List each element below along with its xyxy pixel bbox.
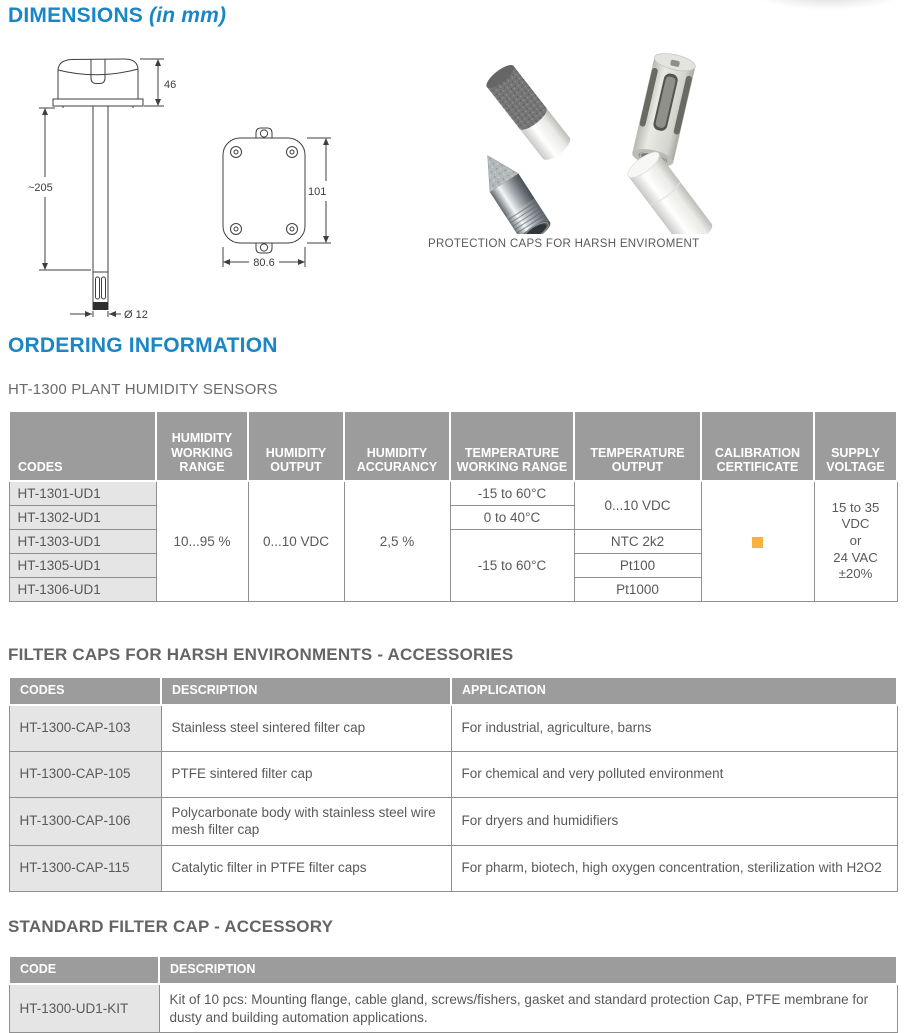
code-cell: HT-1306-UD1 — [9, 577, 156, 601]
temperature-output-cell: 0...10 VDC — [574, 481, 701, 529]
calibration-certificate-cell — [701, 481, 814, 601]
code-cell: HT-1300-CAP-103 — [9, 705, 161, 751]
code-cell: HT-1300-CAP-106 — [9, 797, 161, 845]
description-cell: PTFE sintered filter cap — [161, 751, 451, 797]
table-row — [9, 481, 897, 505]
calibration-marker — [752, 537, 763, 548]
col-header-humidity-working-range: HUMIDITY WORKING RANGE — [156, 411, 248, 481]
sensors-table — [8, 410, 898, 602]
col-header-codes: CODES — [9, 677, 161, 705]
col-header-codes: CODES — [9, 411, 156, 481]
enclosure-top-view-drawing — [205, 125, 340, 275]
dimensions-heading-text: DIMENSIONS — [8, 4, 144, 27]
temperature-output-cell: NTC 2k2 — [574, 529, 701, 553]
dim-probe-diameter-label: Ø 12 — [124, 309, 148, 320]
temperature-output-cell: Pt100 — [574, 553, 701, 577]
application-cell: For dryers and humidifiers — [451, 797, 897, 845]
col-header-humidity-output: HUMIDITY OUTPUT — [248, 411, 344, 481]
col-header-application: APPLICATION — [451, 677, 897, 705]
filter-caps-table — [8, 676, 898, 892]
logo-remnant — [754, 0, 904, 10]
sensors-table-title: HT-1300 PLANT HUMIDITY SENSORS — [8, 381, 278, 398]
ordering-heading: ORDERING INFORMATION — [8, 334, 278, 357]
col-header-description: DESCRIPTION — [159, 956, 897, 984]
table-row — [9, 845, 897, 891]
dim-enclosure-width-label: 80.6 — [253, 257, 275, 269]
temperature-range-cell: -15 to 60°C — [450, 529, 574, 601]
application-cell: For pharm, biotech, high oxygen concentration, sterilization with H2O2 — [451, 845, 897, 891]
code-cell: HT-1300-CAP-115 — [9, 845, 161, 891]
code-cell: HT-1305-UD1 — [9, 553, 156, 577]
humidity-working-range-cell: 10...95 % — [156, 481, 248, 601]
dim-enclosure-height-label: 101 — [308, 186, 327, 198]
dimensions-heading — [8, 4, 226, 28]
pointed-metal-cap-photo — [473, 147, 554, 234]
slotted-cap-photo — [631, 52, 697, 170]
standard-table-header-row — [9, 956, 897, 984]
col-header-temperature-output: TEMPERATURE OUTPUT — [574, 411, 701, 481]
col-header-supply-voltage: SUPPLY VOLTAGE — [814, 411, 897, 481]
supply-voltage-cell: 15 to 35 VDC or 24 VAC ±20% — [814, 481, 897, 601]
code-cell: HT-1301-UD1 — [9, 481, 156, 505]
col-header-temperature-working-range: TEMPERATURE WORKING RANGE — [450, 411, 574, 481]
humidity-output-cell: 0...10 VDC — [248, 481, 344, 601]
application-cell: For industrial, agriculture, barns — [451, 705, 897, 751]
application-cell: For chemical and very polluted environment — [451, 751, 897, 797]
sensor-side-view-drawing — [25, 55, 200, 320]
col-header-description: DESCRIPTION — [161, 677, 451, 705]
caps-caption: PROTECTION CAPS FOR HARSH ENVIROMENT — [428, 238, 700, 250]
col-header-humidity-accurancy: HUMIDITY ACCURANCY — [344, 411, 450, 481]
description-cell: Kit of 10 pcs: Mounting flange, cable gland, screws/fishers, gasket and standard protection Cap, PTFE membrane for dusty and building automation applications. — [159, 984, 897, 1033]
standard-cap-heading: STANDARD FILTER CAP - ACCESSORY — [8, 917, 334, 936]
dimensions-heading-unit: (in mm) — [149, 4, 227, 27]
protection-caps-photo — [428, 52, 743, 234]
temperature-output-cell: Pt1000 — [574, 577, 701, 601]
code-cell: HT-1300-CAP-105 — [9, 751, 161, 797]
humidity-accurancy-cell: 2,5 % — [344, 481, 450, 601]
table-row — [9, 751, 897, 797]
filter-table-header-row — [9, 677, 897, 705]
code-cell: HT-1302-UD1 — [9, 505, 156, 529]
description-cell: Catalytic filter in PTFE filter caps — [161, 845, 451, 891]
code-cell: HT-1300-UD1-KIT — [9, 984, 159, 1033]
sensors-table-header-row — [9, 411, 897, 481]
table-row — [9, 984, 897, 1033]
filter-caps-heading: FILTER CAPS FOR HARSH ENVIRONMENTS - ACCESSORIES — [8, 645, 514, 664]
col-header-calibration-certificate: CALIBRATION CERTIFICATE — [701, 411, 814, 481]
code-cell: HT-1303-UD1 — [9, 529, 156, 553]
standard-cap-table — [8, 955, 898, 1033]
temperature-range-cell: -15 to 60°C — [450, 481, 574, 505]
table-row — [9, 705, 897, 751]
sintered-cap-photo — [483, 61, 574, 163]
table-row — [9, 797, 897, 845]
temperature-range-cell: 0 to 40°C — [450, 505, 574, 529]
description-cell: Stainless steel sintered filter cap — [161, 705, 451, 751]
dim-head-height-label: 46 — [164, 79, 177, 91]
dim-probe-length-label: ~205 — [28, 182, 53, 194]
description-cell: Polycarbonate body with stainless steel wire mesh filter cap — [161, 797, 451, 845]
col-header-code: CODE — [9, 956, 159, 984]
